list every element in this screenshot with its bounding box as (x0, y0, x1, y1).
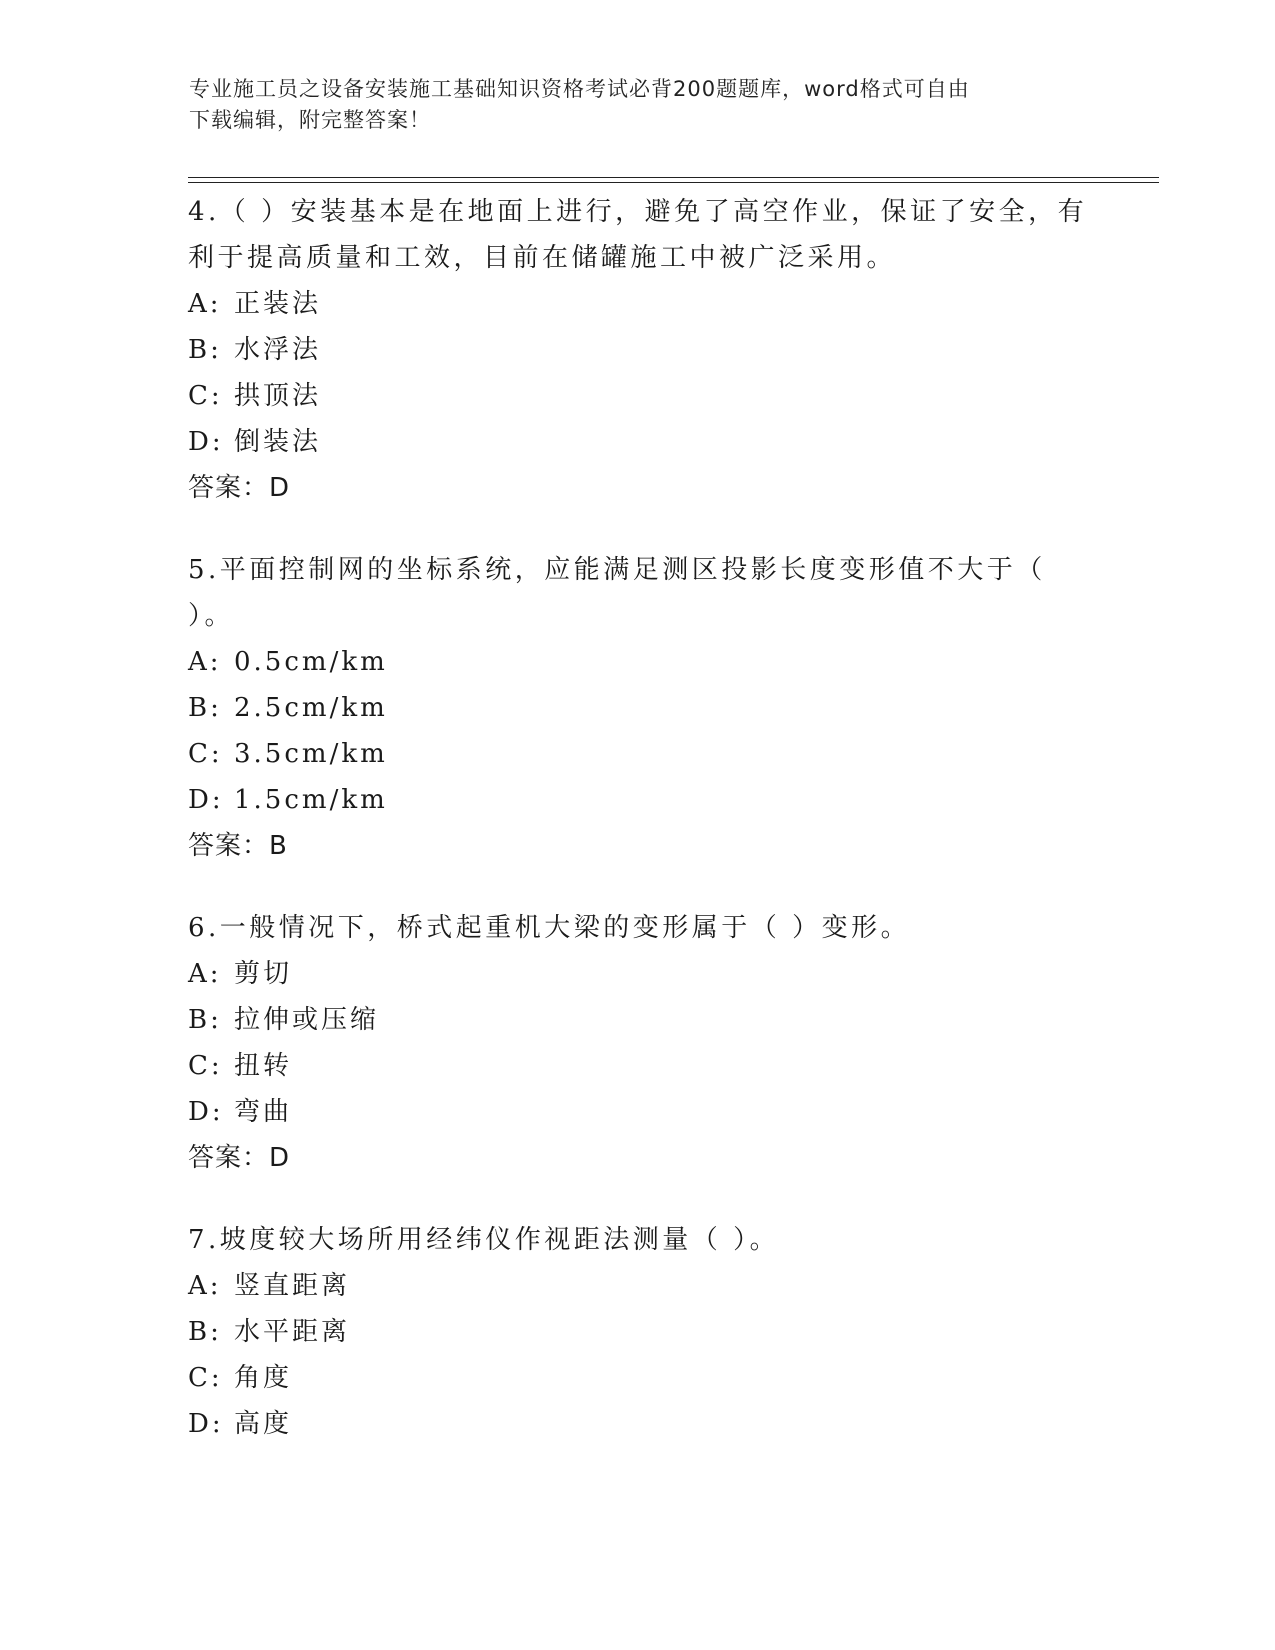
option-c (188, 1043, 1088, 1089)
option-text: 弯曲 (234, 1097, 293, 1127)
option-letter: B: (188, 1317, 222, 1347)
option-b (188, 685, 1088, 731)
option-text: 2.5cm/km (234, 693, 388, 723)
option-text: 3.5cm/km (234, 739, 388, 769)
option-letter: C: (188, 381, 223, 411)
option-a (188, 1263, 1088, 1309)
header-line-2: 下载编辑，附完整答案！ (189, 108, 431, 132)
question-stem: 4.（ ）安装基本是在地面上进行，避免了高空作业，保证了安全，有利于提高质量和工效，目前在储罐施工中被广泛采用。 (188, 197, 1088, 273)
option-d (188, 777, 1088, 823)
question-6 (188, 905, 1088, 1181)
option-letter: D: (188, 1409, 224, 1439)
question-stem: 6.一般情况下，桥式起重机大梁的变形属于（ ）变形。 (188, 913, 911, 943)
option-letter: D: (188, 785, 224, 815)
option-letter: C: (188, 739, 223, 769)
option-letter: D: (188, 1097, 224, 1127)
option-letter: A: (188, 1271, 222, 1301)
option-d (188, 1401, 1088, 1447)
option-letter: C: (188, 1363, 223, 1393)
option-text: 水平距离 (234, 1317, 351, 1347)
option-c (188, 373, 1088, 419)
option-a (188, 951, 1088, 997)
option-text: 0.5cm/km (234, 647, 388, 677)
option-a (188, 639, 1088, 685)
option-b (188, 1309, 1088, 1355)
option-text: 高度 (234, 1409, 293, 1439)
question-4 (188, 189, 1088, 511)
question-stem: 7.坡度较大场所用经纬仪作视距法测量（ ）。 (188, 1225, 780, 1255)
option-text: 拉伸或压缩 (234, 1005, 380, 1035)
option-letter: A: (188, 647, 222, 677)
question-5 (188, 547, 1088, 869)
option-letter: B: (188, 693, 222, 723)
option-letter: A: (188, 289, 222, 319)
option-text: 剪切 (234, 959, 293, 989)
answer-line: 答案：B (188, 831, 288, 861)
option-b (188, 327, 1088, 373)
option-text: 倒装法 (234, 427, 322, 457)
option-text: 扭转 (234, 1051, 293, 1081)
header-divider-bottom (188, 182, 1159, 183)
option-letter: D: (188, 427, 224, 457)
question-list (188, 189, 1088, 1483)
option-d (188, 1089, 1088, 1135)
answer-line: 答案：D (188, 1143, 291, 1173)
option-text: 1.5cm/km (234, 785, 388, 815)
header-divider-top (188, 177, 1159, 178)
option-letter: B: (188, 335, 222, 365)
option-text: 角度 (234, 1363, 293, 1393)
option-d (188, 419, 1088, 465)
option-letter: A: (188, 959, 222, 989)
option-b (188, 997, 1088, 1043)
option-a (188, 281, 1088, 327)
option-text: 竖直距离 (234, 1271, 351, 1301)
document-header (189, 74, 1069, 136)
option-c (188, 731, 1088, 777)
option-c (188, 1355, 1088, 1401)
option-letter: C: (188, 1051, 223, 1081)
question-7 (188, 1217, 1088, 1447)
header-line-1: 专业施工员之设备安装施工基础知识资格考试必背200题题库，word格式可自由 (189, 77, 970, 101)
answer-line: 答案：D (188, 473, 291, 503)
option-letter: B: (188, 1005, 222, 1035)
question-stem: 5.平面控制网的坐标系统，应能满足测区投影长度变形值不大于（ ）。 (188, 555, 1046, 631)
option-text: 拱顶法 (234, 381, 322, 411)
option-text: 水浮法 (234, 335, 322, 365)
option-text: 正装法 (234, 289, 322, 319)
